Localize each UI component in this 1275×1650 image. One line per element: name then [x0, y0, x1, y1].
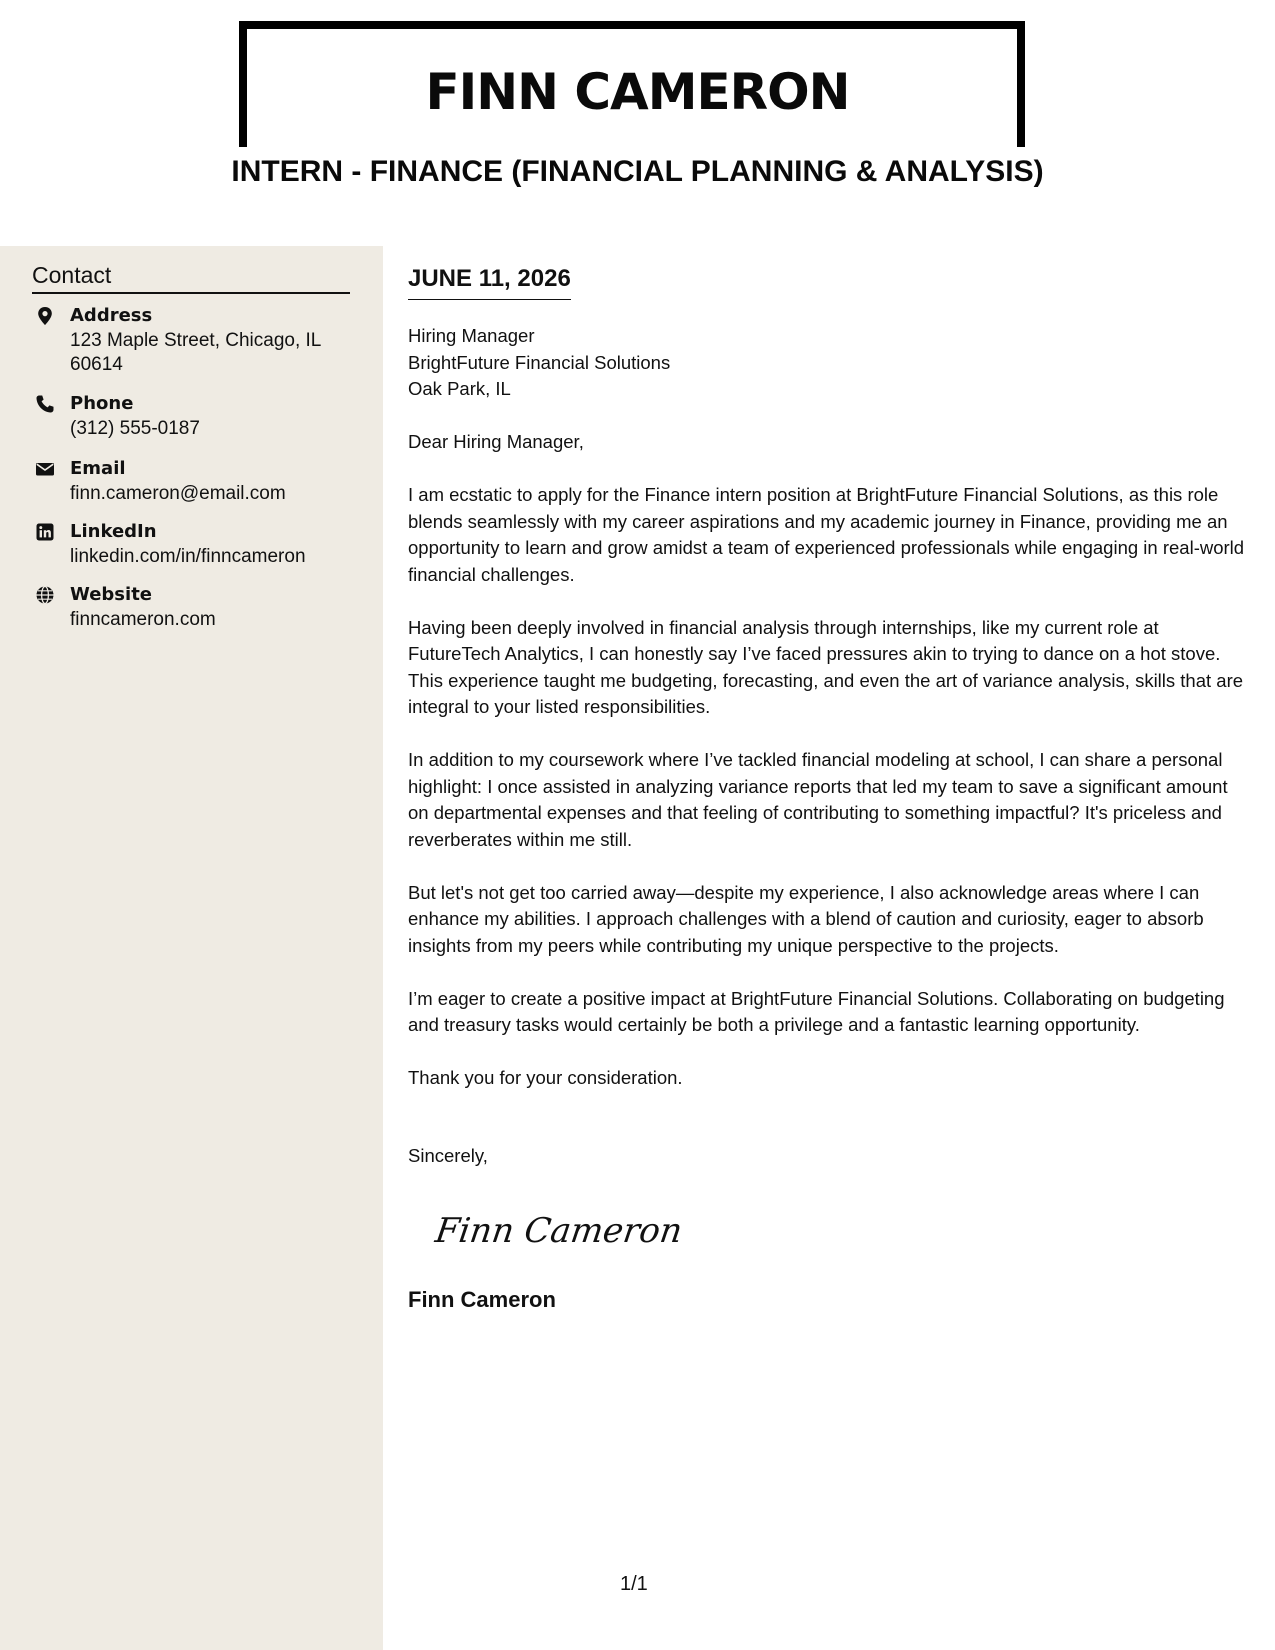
linkedin-value: linkedin.com/in/finncameron	[70, 546, 306, 567]
signature-text: Finn Cameron	[432, 1211, 685, 1251]
page-number: 1/1	[620, 1573, 648, 1595]
recipient-location: Oak Park, IL	[408, 378, 511, 399]
applicant-name: FINN CAMERON	[425, 63, 850, 121]
phone-value: (312) 555-0187	[70, 418, 200, 439]
email-label: Email	[70, 458, 126, 479]
body-paragraph: I am ecstatic to apply for the Finance intern position at BrightFuture Financial Solutions, as this role blends seamlessly with my career aspirations and my academic journey in Finance, providing me an opportunity to learn and grow amidst a team of experienced professionals while engaging in real-world financial challenges.	[408, 484, 1245, 585]
body-paragraph: Thank you for your consideration.	[408, 1067, 683, 1088]
signer-name: Finn Cameron	[408, 1287, 556, 1312]
website-value: finncameron.com	[70, 609, 216, 630]
handwritten-signature	[430, 1200, 685, 1258]
letter-body	[408, 482, 1248, 1118]
address-label: Address	[70, 305, 153, 326]
closing: Sincerely,	[408, 1145, 488, 1166]
contact-sidebar	[0, 246, 383, 1650]
letter-date: JUNE 11, 2026	[408, 264, 571, 300]
website-label: Website	[70, 584, 153, 605]
phone-icon	[35, 394, 55, 414]
address-value: 123 Maple Street, Chicago, IL 60614	[70, 330, 321, 375]
body-paragraph: I’m eager to create a positive impact at BrightFuture Financial Solutions. Collaborating on budgeting and treasury tasks would certainly be both a privilege and a fantastic learning opportunity.	[408, 987, 1225, 1035]
salutation: Dear Hiring Manager,	[408, 431, 584, 452]
envelope-icon	[35, 459, 55, 479]
phone-label: Phone	[70, 393, 134, 414]
email-value: finn.cameron@email.com	[70, 483, 286, 504]
globe-icon	[35, 585, 55, 605]
recipient-title: Hiring Manager	[408, 325, 535, 346]
recipient-block	[408, 323, 670, 403]
job-title: INTERN - FINANCE (FINANCIAL PLANNING & ANALYSIS)	[231, 155, 1044, 188]
body-paragraph: But let's not get too carried away—despite my experience, I also acknowledge areas where I can enhance my abilities. I approach challenges with a blend of caution and curiosity, eager to absorb insights from my peers while contributing my unique perspective to the projects.	[408, 881, 1204, 956]
linkedin-label: LinkedIn	[70, 521, 157, 542]
recipient-company: BrightFuture Financial Solutions	[408, 351, 671, 373]
body-paragraph: In addition to my coursework where I’ve tackled financial modeling at school, I can share a personal highlight: I once assisted in analyzing variance reports that led my team to save a significant amount on departmental expenses and that feeling of contributing to something impactful? It's priceless and reverberates within me still.	[408, 749, 1228, 850]
map-pin-icon	[35, 306, 55, 326]
linkedin-icon	[35, 522, 55, 542]
body-paragraph: Having been deeply involved in financial analysis through internships, like my current role at FutureTech Analytics, I can honestly say I’ve faced pressures akin to trying to dance on a hot stove. This experience taught me budgeting, forecasting, and even the art of variance analysis, skills that are integral to your listed responsibilities.	[408, 616, 1244, 717]
contact-heading: Contact	[32, 260, 350, 294]
